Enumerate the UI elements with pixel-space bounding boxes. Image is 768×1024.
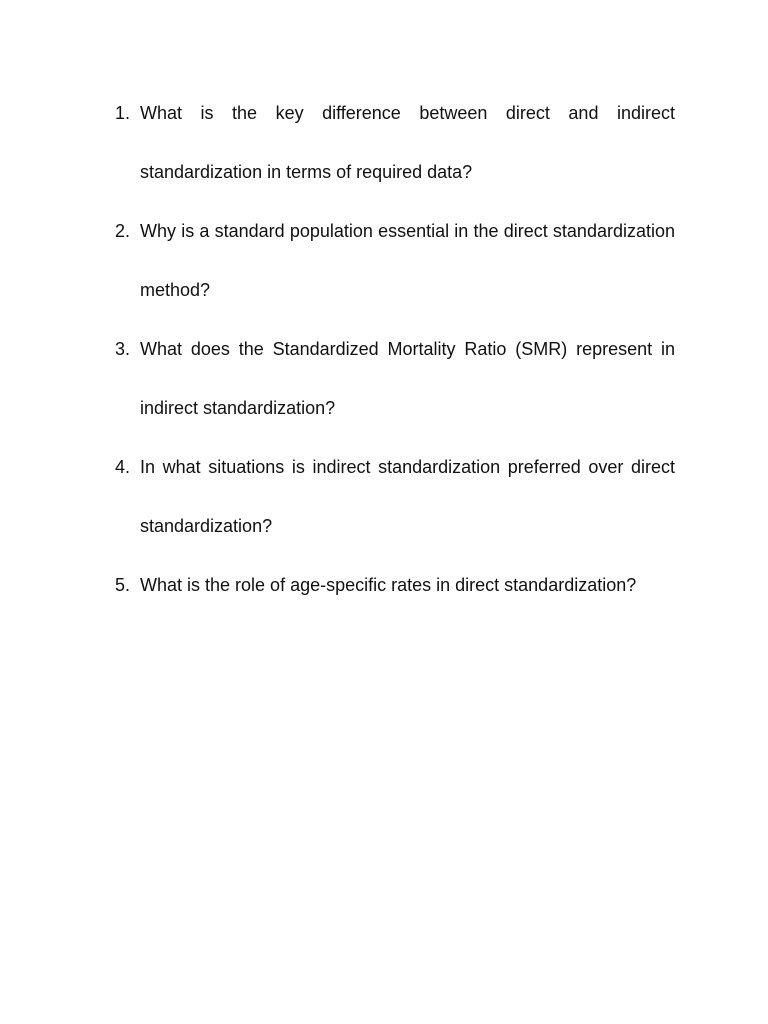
question-item-1 [115,84,675,202]
question-item-5 [115,556,675,615]
question-list [115,84,675,615]
question-number: 2. [115,221,131,241]
question-text: Why is a standard population essential in the direct standardization method? [140,221,675,300]
question-number: 3. [115,339,131,359]
question-text: What is the key difference between direct and indirect standardization in terms of required data? [140,103,675,182]
question-number: 4. [115,457,131,477]
question-text: What is the role of age-specific rates in direct standardization? [140,575,637,595]
question-number: 5. [115,575,131,595]
question-number: 1. [115,103,131,123]
question-item-4 [115,438,675,556]
question-text: In what situations is indirect standardization preferred over direct standardization? [140,457,675,536]
question-text: What does the Standardized Mortality Ratio (SMR) represent in indirect standardization? [140,339,675,418]
question-item-3 [115,320,675,438]
question-item-2 [115,202,675,320]
